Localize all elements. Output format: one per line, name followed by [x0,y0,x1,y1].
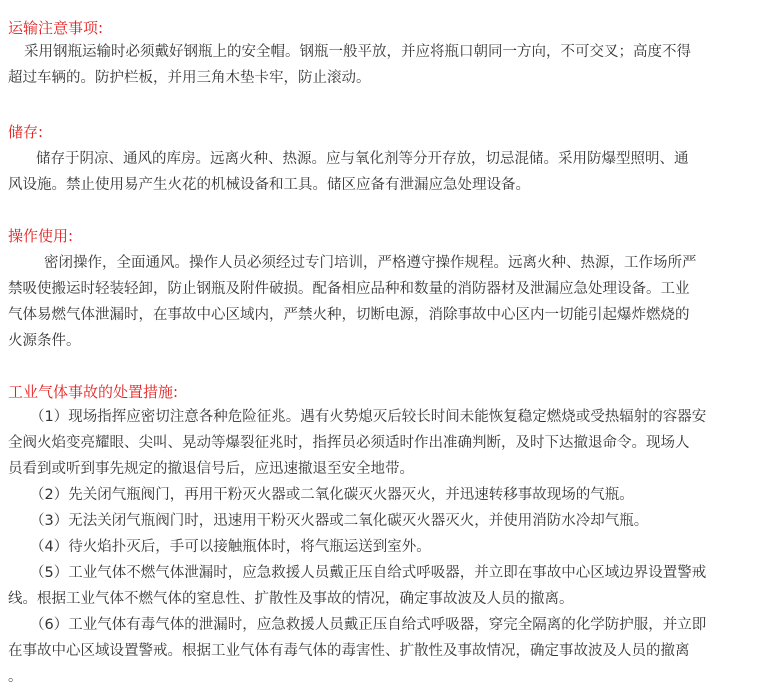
transport-line-2: 超过车辆的。防护栏板，并用三角木垫卡牢，防止滚动。 [8,70,371,86]
accident-line-3: 员看到或听到事先规定的撤退信号后，应迅速撤退至安全地带。 [8,461,414,477]
transport-paragraph [8,39,780,91]
accident-paragraph [8,404,780,690]
transport-heading: 运输注意事项: [8,19,104,37]
accident-line-10: 在事故中心区域设置警戒。根据工业气体有毒气体的毒害性、扩散性及事故情况，确定事故波及人员的撤离 [8,643,690,659]
accident-line-6: （4）待火焰扑灭后，手可以接触瓶体时，将气瓶运送到室外。 [30,539,431,555]
accident-line-2: 全阀火焰变亮耀眼、尖叫、晃动等爆裂征兆时，指挥员必须适时作出准确判断，及时下达撤退命令。现场人 [8,435,690,451]
accident-line-11: 。 [8,669,23,685]
transport-line-1: 采用钢瓶运输时必须戴好钢瓶上的安全帽。钢瓶一般平放，并应将瓶口朝同一方向，不可交叉；高度不得 [24,44,691,60]
storage-line-2: 风设施。禁止使用易产生火花的机械设备和工具。储区应备有泄漏应急处理设备。 [8,177,530,193]
operation-line-4: 火源条件。 [8,333,81,349]
accident-line-5: （3）无法关闭气瓶阀门时，迅速用干粉灭火器或二氧化碳灭火器灭火，并使用消防水冷却气瓶。 [30,513,649,529]
operation-line-1: 密闭操作，全面通风。操作人员必须经过专门培训，严格遵守操作规程。远离火种、热源，工作场所严 [44,255,697,271]
storage-heading: 储存: [8,123,44,141]
operation-paragraph [8,250,780,354]
accident-line-8: 线。根据工业气体不燃气体的窒息性、扩散性及事故的情况，确定事故波及人员的撤离。 [8,591,574,607]
accident-line-4: （2）先关闭气瓶阀门，再用干粉灭火器或二氧化碳灭火器灭火，并迅速转移事故现场的气瓶。 [30,487,634,503]
operation-line-2: 禁吸使搬运时轻装轻卸，防止钢瓶及附件破损。配备相应品种和数量的消防器材及泄漏应急处理设备。工业 [8,281,690,297]
operation-heading: 操作使用: [8,227,74,245]
accident-line-9: （6）工业气体有毒气体的泄漏时，应急救援人员戴正压自给式呼吸器，穿完全隔离的化学防护服，并立即 [30,617,707,633]
operation-line-3: 气体易燃气体泄漏时，在事故中心区域内，严禁火种，切断电源，消除事故中心区内一切能引起爆炸燃烧的 [8,307,690,323]
accident-heading: 工业气体事故的处置措施: [8,383,179,401]
accident-line-1: （1）现场指挥应密切注意各种危险征兆。遇有火势熄灭后较长时间未能恢复稳定燃烧或受热辐射的容器安 [30,409,707,425]
storage-paragraph [8,146,780,198]
accident-line-7: （5）工业气体不燃气体泄漏时，应急救援人员戴正压自给式呼吸器，并立即在事故中心区域边界设置警戒 [30,565,707,581]
storage-line-1: 储存于阴凉、通风的库房。远离火种、热源。应与氧化剂等分开存放，切忌混储。采用防爆型照明、通 [36,151,689,167]
